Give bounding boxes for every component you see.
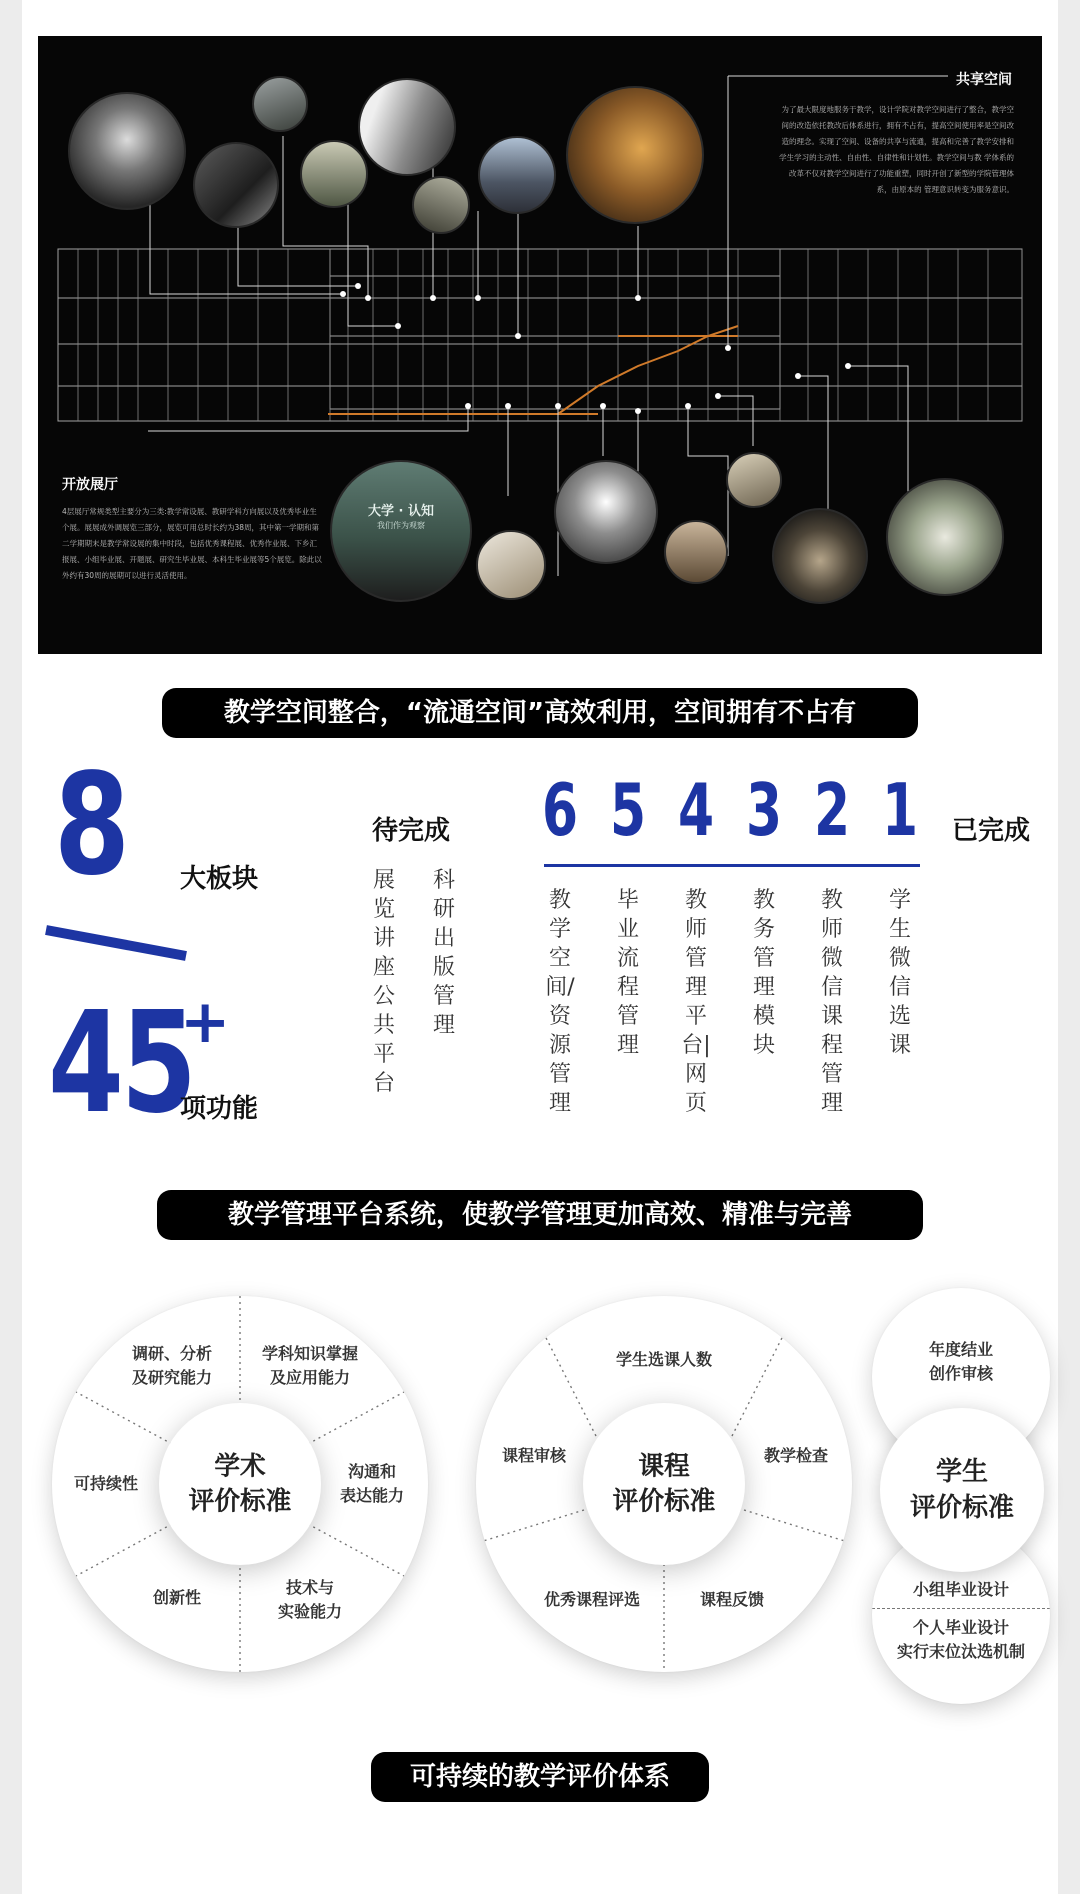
slash-divider <box>40 918 190 968</box>
done-label: 已完成 <box>952 816 1031 846</box>
caption-management-platform: 教学管理平台系统，使教学管理更加高效、精准与完善 <box>157 1190 923 1240</box>
course-seg-review: 课程审核 <box>501 1446 566 1465</box>
student-annual-review: 年度结业 创作审核 <box>928 1340 993 1383</box>
functions-number: 45 <box>48 982 194 1145</box>
photo-lecture-subtitle: 我们作为观察 <box>377 521 425 530</box>
photo-reading-room <box>300 140 368 208</box>
photo-night-exhibit <box>772 508 868 604</box>
course-seg-enrollment: 学生选课人数 <box>615 1350 712 1369</box>
functions-label: 项功能 <box>180 1094 259 1124</box>
photo-book-wall <box>566 86 704 224</box>
photo-library-stairs <box>193 142 279 228</box>
academic-seg-knowledge: 学科知识掌握 及应用能力 <box>261 1344 358 1387</box>
plates-number: 8 <box>54 744 127 907</box>
academic-seg-research: 调研、分析 及研究能力 <box>131 1344 212 1387</box>
photo-hall <box>554 460 658 564</box>
module-number-4: 4 <box>677 768 715 852</box>
page <box>22 0 1058 1894</box>
module-number-2: 2 <box>813 768 851 852</box>
photo-workshop <box>412 176 470 234</box>
module-number-1: 1 <box>881 768 919 852</box>
architecture-board <box>38 36 1042 654</box>
plates-label: 大板块 <box>180 864 259 894</box>
module-text-5: 毕业流程管理 <box>616 888 639 1058</box>
open-hall-text: 4层展厅常规类型主要分为三类:教学常设展、教研学科方向展以及优秀毕业生个展。展展成外调展览三部分，展览可用总时长约为38周，其中第一学期和第二学期期末是教学常设展的集中时段，包括优秀课程展、优秀作业展、下乡汇报展、小组毕业展、开题展、研究生毕业展、本科生毕业展等5个展览。除此以外约有30周的展期可以进行灵活使用。 <box>62 507 322 580</box>
module-number-5: 5 <box>609 768 647 852</box>
pending-label: 待完成 <box>372 816 451 846</box>
module-text-4: 教师管理平台|网页 <box>681 888 711 1116</box>
shared-space-title: 共享空间 <box>956 72 1012 88</box>
course-seg-selection: 优秀课程评选 <box>543 1590 640 1609</box>
modules-rule <box>544 864 920 867</box>
caption-space-integration: 教学空间整合，“流通空间”高效利用，空间拥有不占有 <box>162 688 918 738</box>
pending-item-research: 科研出版管理 <box>432 868 455 1038</box>
photo-exhibition-table <box>476 530 546 600</box>
photo-window-view <box>478 136 556 214</box>
academic-seg-communication: 沟通和 表达能力 <box>339 1462 404 1505</box>
photo-lecture <box>330 460 472 602</box>
photo-lecture-title: 大学 · 认知 <box>368 504 434 519</box>
functions-plus: + <box>180 987 231 1057</box>
module-text-6: 教学空间/资源管理 <box>545 888 575 1116</box>
photo-glass-room <box>886 478 1004 596</box>
open-hall-title: 开放展厅 <box>62 477 118 493</box>
module-text-3: 教务管理模块 <box>752 888 775 1058</box>
course-seg-inspection: 教学检查 <box>763 1446 828 1465</box>
academic-hub <box>159 1403 321 1565</box>
photo-stair-view <box>664 520 728 584</box>
module-text-2: 教师微信课程管理 <box>820 888 843 1116</box>
student-individual-design: 个人毕业设计 实行末位汰选机制 <box>896 1618 1025 1661</box>
academic-seg-technique: 技术与 实验能力 <box>277 1578 342 1621</box>
student-hub-label: 学生 评价标准 <box>909 1457 1014 1523</box>
student-bottom-divider <box>872 1608 1050 1609</box>
photo-gallery-corner <box>726 452 782 508</box>
course-hub-label: 课程 评价标准 <box>612 1451 716 1517</box>
pending-item-exhibition: 展览讲座公共平台 <box>372 868 395 1096</box>
shared-space-text: 为了最大限度地服务于教学，设计学院对教学空间进行了整合，教学空间的改造依托教改后体系进行，拥有不占有，提高空间使用率是空间改造的理念。实现了空间、设备的共享与流通，提高和完善了教学安排和学生学习的主动性、自由性、自律性和计划性。教学空间与教 学体系的改革不仅对教学空间进行了功能重塑，同时开创了新型的学院管理体系，由原本的 管理意识转变为服务意识。 <box>779 105 1014 194</box>
module-text-1: 学生微信选课 <box>888 888 911 1058</box>
student-group-design: 小组毕业设计 <box>912 1580 1009 1599</box>
caption-evaluation-system: 可持续的教学评价体系 <box>371 1752 709 1802</box>
student-hub <box>880 1408 1044 1572</box>
academic-seg-sustainability: 可持续性 <box>73 1474 138 1493</box>
photo-corridor <box>68 92 186 210</box>
academic-hub-label: 学术 评价标准 <box>188 1451 292 1517</box>
photo-shelves <box>252 76 308 132</box>
module-number-6: 6 <box>541 768 579 852</box>
academic-seg-innovation: 创新性 <box>152 1588 201 1607</box>
course-hub <box>583 1403 745 1565</box>
photo-bookcase <box>358 78 456 176</box>
course-seg-feedback: 课程反馈 <box>699 1590 764 1609</box>
module-number-3: 3 <box>745 768 783 852</box>
